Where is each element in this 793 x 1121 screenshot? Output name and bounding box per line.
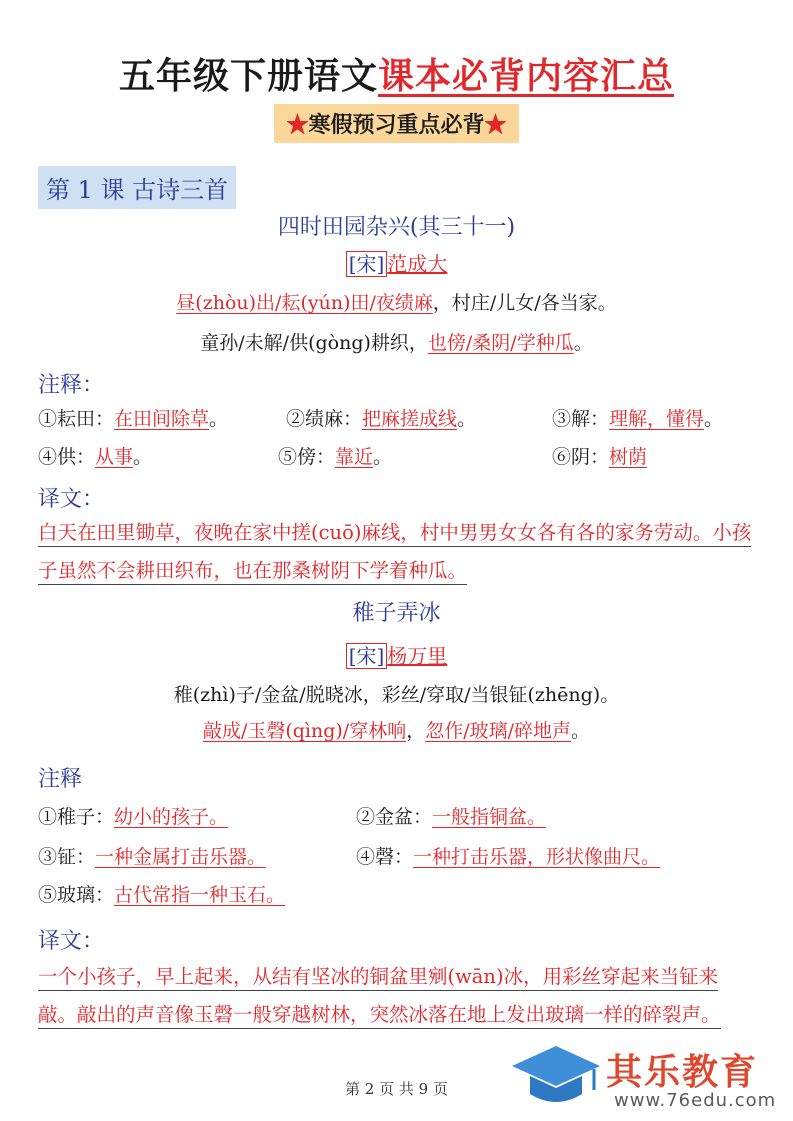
note-item: ④磬：一种打击乐器，形状像曲尺。 — [356, 846, 661, 868]
poem-text: ，村庄/儿女/各当家。 — [432, 292, 617, 314]
author-name: 杨万里 — [387, 644, 448, 668]
note-item: ②金盆：一般指铜盆。 — [356, 806, 547, 828]
poem2-line1: 稚(zhì)子/金盆/脱晓冰，彩丝/穿取/当银钲(zhēng)。 — [173, 684, 620, 706]
poem2-author — [0, 640, 793, 669]
poem1-line1 — [0, 288, 793, 315]
poem2-translation: 一个小孩子，早上起来，从结有坚冰的铜盆里剜(wān)冰，用彩丝穿起来当钲来敲。敲出的声音像玉磬一般穿越树林，突然冰落在地上发出玻璃一样的碎裂声。 — [38, 958, 754, 1034]
brand-logo — [510, 1040, 790, 1112]
poem1-trans-title: 译文： — [38, 487, 105, 512]
poem1-author — [0, 248, 793, 277]
page-number: 第 2 页 共 9 页 — [345, 1080, 448, 1098]
subtitle-text: 寒假预习重点必背 — [308, 112, 485, 138]
dynasty: [宋] — [346, 643, 388, 669]
subtitle-banner — [274, 104, 518, 143]
poem-text-red: 也傍/桑阴/学种瓜 — [427, 332, 574, 354]
note-item: ③钲：一种金属打击乐器。 — [38, 846, 267, 868]
poem-text: 。 — [571, 720, 591, 742]
note-item: ①稚子：幼小的孩子。 — [38, 806, 229, 828]
note-item: ③解：理解，懂得。 — [552, 408, 724, 430]
brand-url: www.76edu.com — [614, 1090, 777, 1111]
poem1-translation: 白天在田里锄草，夜晚在家中搓(cuō)麻线，村中男男女女各有各的家务劳动。小孩子虽然不会耕田织布，也在那桑树阴下学着种瓜。 — [38, 514, 754, 590]
poem-text-red: 忽作/玻璃/碎地声 — [425, 720, 572, 742]
author-name: 范成大 — [387, 252, 448, 276]
dynasty: [宋] — [346, 251, 388, 277]
note-item: ④供：从事。 — [38, 446, 153, 468]
poem2-line2 — [0, 716, 793, 743]
page-title — [0, 48, 793, 99]
graduation-cap-icon — [510, 1040, 602, 1112]
poem2-trans-title: 译文： — [38, 929, 105, 954]
note-item: ⑥阴：树荫 — [552, 446, 648, 468]
note-item: ⑤傍：靠近。 — [278, 446, 393, 468]
star-icon: ★ — [286, 112, 309, 138]
poem-text: ， — [406, 720, 426, 742]
poem1-line2 — [0, 328, 793, 355]
brand-name: 其乐教育 — [606, 1052, 759, 1093]
note-item: ①耘田：在田间除草。 — [38, 408, 229, 430]
poem-text: 。 — [573, 332, 593, 354]
subtitle-wrap — [0, 104, 793, 143]
poem1-notes-title: 注释： — [38, 373, 105, 398]
star-icon: ★ — [484, 112, 507, 138]
poem2-notes-title: 注释 — [38, 767, 83, 792]
note-item: ②绩麻：把麻搓成线。 — [286, 408, 477, 430]
title-red: 课本必背内容汇总 — [378, 55, 675, 97]
poem-text-red: 昼(zhòu)出/耘(yún)田/夜绩麻 — [176, 292, 433, 314]
note-item: ⑤玻璃：古代常指一种玉石。 — [38, 884, 286, 906]
poem-text-red: 敲成/玉磬(qìng)/穿林响 — [202, 720, 407, 742]
title-black: 五年级下册语文 — [118, 55, 378, 97]
poem-text: 童孙/未解/供(gòng)耕织， — [200, 332, 428, 354]
lesson-heading: 第 1 课 古诗三首 — [38, 166, 236, 209]
poem1-title: 四时田园杂兴(其三十一) — [277, 215, 516, 240]
poem2-title: 稚子弄冰 — [352, 601, 441, 626]
